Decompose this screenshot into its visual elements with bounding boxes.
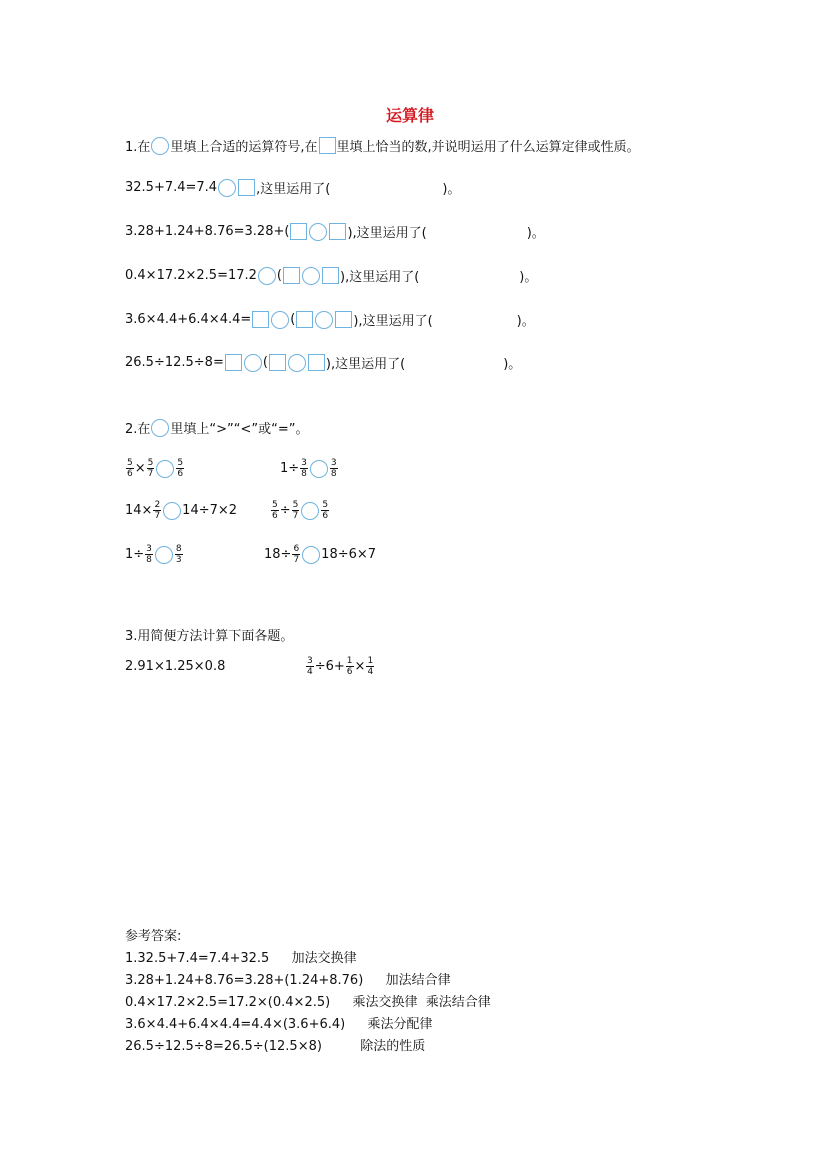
answer-law: 乘法分配律 bbox=[367, 1017, 433, 1032]
q3-expression-2 bbox=[305, 656, 375, 677]
denominator: 4 bbox=[367, 667, 374, 677]
fraction bbox=[271, 500, 279, 521]
answer-line bbox=[125, 1036, 425, 1058]
expr-text: ),这里运用了( bbox=[325, 357, 406, 372]
square-blank[interactable] bbox=[335, 311, 352, 328]
q1-instr-part: 里填上合适的运算符号,在 bbox=[170, 140, 318, 155]
circle-blank[interactable] bbox=[302, 267, 320, 285]
expr-text: 18÷ bbox=[264, 547, 292, 562]
expr-text: )。 bbox=[519, 270, 538, 285]
expr-text: ),这里运用了( bbox=[347, 226, 427, 241]
q1-line-4 bbox=[125, 310, 535, 329]
denominator: 8 bbox=[330, 469, 337, 479]
circle-blank[interactable] bbox=[163, 502, 181, 520]
denominator: 6 bbox=[322, 511, 329, 521]
denominator: 7 bbox=[154, 511, 161, 521]
denominator: 7 bbox=[293, 555, 300, 565]
answer-line bbox=[125, 948, 357, 970]
fraction bbox=[321, 500, 329, 521]
expr-text: )。 bbox=[442, 182, 461, 197]
numerator: 2 bbox=[154, 500, 161, 510]
numerator: 3 bbox=[307, 656, 313, 666]
expr-text: 32.5+7.4=7.4 bbox=[125, 180, 218, 195]
expr-text: )。 bbox=[516, 314, 535, 329]
numerator: 8 bbox=[175, 544, 182, 554]
fraction bbox=[145, 544, 153, 565]
circle-blank[interactable] bbox=[151, 419, 169, 437]
expr-text: ( bbox=[262, 355, 268, 370]
fraction bbox=[292, 544, 300, 565]
square-blank[interactable] bbox=[225, 354, 242, 371]
q2-problem-2 bbox=[280, 458, 339, 479]
numerator: 3 bbox=[146, 544, 152, 554]
answer-law: 加法交换律 bbox=[291, 951, 357, 966]
expr-text: ),这里运用了( bbox=[353, 314, 433, 329]
page-title: 运算律 bbox=[386, 106, 435, 125]
denominator: 6 bbox=[127, 469, 133, 479]
circle-blank[interactable] bbox=[151, 137, 169, 155]
denominator: 7 bbox=[292, 511, 299, 521]
q2-instr-part: 2.在 bbox=[125, 422, 151, 437]
operator: ÷6+ bbox=[314, 659, 345, 674]
answer-expr: 26.5÷12.5÷8=26.5÷(12.5×8) bbox=[125, 1039, 322, 1054]
q2-problem-1 bbox=[125, 458, 185, 479]
q3-expression-1: 2.91×1.25×0.8 bbox=[125, 659, 226, 674]
numerator: 3 bbox=[330, 458, 337, 468]
numerator: 5 bbox=[272, 500, 278, 510]
q2-problem-6 bbox=[264, 544, 376, 565]
answer-expr: 1.32.5+7.4=7.4+32.5 bbox=[125, 951, 270, 966]
square-blank[interactable] bbox=[322, 267, 339, 284]
expr-text: )。 bbox=[503, 357, 522, 372]
fraction bbox=[330, 458, 338, 479]
answers-heading: 参考答案: bbox=[125, 929, 182, 944]
expr-text: ,这里运用了( bbox=[256, 182, 331, 197]
answer-expr: 3.6×4.4+6.4×4.4=4.4×(3.6+6.4) bbox=[125, 1017, 346, 1032]
denominator: 6 bbox=[177, 469, 184, 479]
q1-line-3 bbox=[125, 266, 537, 285]
square-blank[interactable] bbox=[283, 267, 300, 284]
square-blank[interactable] bbox=[296, 311, 313, 328]
square-blank[interactable] bbox=[269, 354, 286, 371]
expr-text: 26.5÷12.5÷8= bbox=[125, 355, 224, 370]
circle-blank[interactable] bbox=[288, 354, 306, 372]
q2-problem-3 bbox=[125, 500, 237, 521]
operator: ÷ bbox=[279, 503, 291, 518]
expr-text: 14÷7×2 bbox=[182, 503, 238, 518]
q1-line-5 bbox=[125, 353, 521, 372]
answer-law: 加法结合律 bbox=[385, 973, 451, 988]
numerator: 6 bbox=[293, 544, 300, 554]
numerator: 1 bbox=[346, 656, 353, 666]
circle-blank[interactable] bbox=[271, 311, 289, 329]
answer-expr: 3.28+1.24+8.76=3.28+(1.24+8.76) bbox=[125, 973, 364, 988]
denominator: 3 bbox=[175, 555, 182, 565]
numerator: 5 bbox=[127, 458, 133, 468]
expr-text: )。 bbox=[526, 226, 545, 241]
circle-blank[interactable] bbox=[258, 267, 276, 285]
fraction bbox=[153, 500, 161, 521]
fraction bbox=[147, 458, 155, 479]
fraction bbox=[292, 500, 300, 521]
expr-text: ( bbox=[276, 268, 282, 283]
denominator: 6 bbox=[346, 667, 353, 677]
numerator: 5 bbox=[177, 458, 184, 468]
expr-text: 3.6×4.4+6.4×4.4= bbox=[125, 312, 252, 327]
circle-blank[interactable] bbox=[310, 460, 328, 478]
q2-instruction bbox=[125, 418, 309, 437]
q1-line-2 bbox=[125, 222, 545, 241]
expr-text: 0.4×17.2×2.5=17.2 bbox=[125, 268, 257, 283]
expr-text: ),这里运用了( bbox=[340, 270, 420, 285]
numerator: 5 bbox=[147, 458, 154, 468]
answer-law: 除法的性质 bbox=[360, 1039, 426, 1054]
fraction bbox=[176, 458, 184, 479]
fraction bbox=[126, 458, 134, 479]
q1-instr-part: 1.在 bbox=[125, 140, 151, 155]
square-blank[interactable] bbox=[308, 354, 325, 371]
numerator: 1 bbox=[367, 656, 374, 666]
circle-blank[interactable] bbox=[301, 502, 319, 520]
operator: × bbox=[134, 461, 146, 476]
expr-text: ( bbox=[290, 312, 296, 327]
denominator: 7 bbox=[147, 469, 154, 479]
answer-line bbox=[125, 992, 491, 1014]
answer-line bbox=[125, 970, 451, 992]
expr-text: 1÷ bbox=[125, 547, 145, 562]
q1-instr-part: 里填上恰当的数,并说明运用了什么运算定律或性质。 bbox=[336, 140, 640, 155]
circle-blank[interactable] bbox=[156, 460, 174, 478]
answer-expr: 0.4×17.2×2.5=17.2×(0.4×2.5) bbox=[125, 995, 331, 1010]
q2-problem-5 bbox=[125, 544, 184, 565]
numerator: 5 bbox=[322, 500, 329, 510]
answer-law: 乘法交换律 乘法结合律 bbox=[352, 995, 491, 1010]
circle-blank[interactable] bbox=[218, 179, 236, 197]
fraction bbox=[346, 656, 354, 677]
answer-line bbox=[125, 1014, 433, 1036]
circle-blank[interactable] bbox=[309, 223, 327, 241]
q3-instruction: 3.用简便方法计算下面各题。 bbox=[125, 629, 294, 644]
expr-text: 1÷ bbox=[280, 461, 300, 476]
numerator: 3 bbox=[301, 458, 307, 468]
square-blank[interactable] bbox=[329, 223, 346, 240]
fraction bbox=[175, 544, 183, 565]
q2-instr-part: 里填上“>”“<”或“=”。 bbox=[170, 422, 309, 437]
expr-text: 14× bbox=[125, 503, 153, 518]
circle-blank[interactable] bbox=[155, 546, 173, 564]
denominator: 6 bbox=[272, 511, 278, 521]
expr-text: 18÷6×7 bbox=[321, 547, 377, 562]
circle-blank[interactable] bbox=[315, 311, 333, 329]
fraction bbox=[300, 458, 308, 479]
q2-problem-4 bbox=[270, 500, 330, 521]
expr-text: 3.28+1.24+8.76=3.28+( bbox=[125, 224, 290, 239]
operator: × bbox=[354, 659, 366, 674]
square-blank[interactable] bbox=[319, 137, 336, 154]
q1-line-1 bbox=[125, 178, 460, 197]
q1-instruction bbox=[125, 136, 640, 155]
denominator: 8 bbox=[146, 555, 152, 565]
square-blank[interactable] bbox=[290, 223, 307, 240]
square-blank[interactable] bbox=[238, 179, 255, 196]
fraction bbox=[366, 656, 374, 677]
circle-blank[interactable] bbox=[302, 546, 320, 564]
circle-blank[interactable] bbox=[244, 354, 262, 372]
numerator: 5 bbox=[292, 500, 299, 510]
denominator: 8 bbox=[301, 469, 307, 479]
square-blank[interactable] bbox=[252, 311, 269, 328]
fraction bbox=[306, 656, 314, 677]
denominator: 4 bbox=[307, 667, 313, 677]
